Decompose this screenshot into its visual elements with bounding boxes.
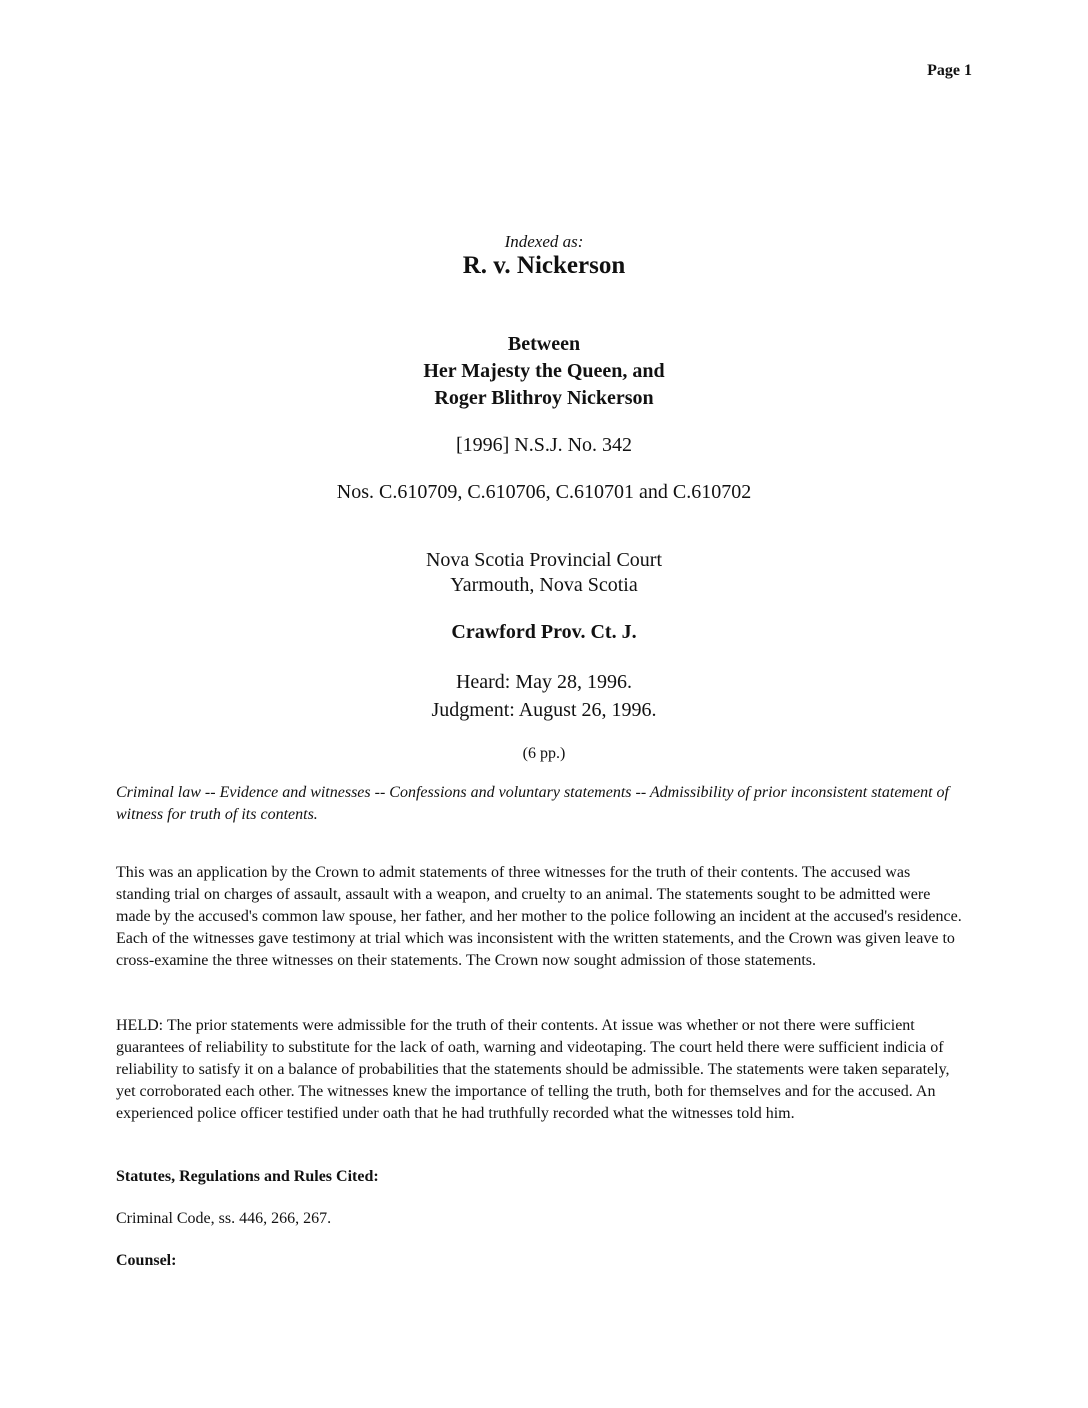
statutes-text: Criminal Code, ss. 446, 266, 267. <box>116 1210 332 1227</box>
summary-paragraph: This was an application by the Crown to admit statements of three witnesses for the truth of their contents. The accused was standing trial on charges of assault, assault with a weapon, and cruelty to an animal. The statements sought to be admitted were made by the accused's common law spouse, her father, and her mother to the police following an incident at the accused's residence. Each of the witnesses gave testimony at trial which was inconsistent with the written statements, and the Crown was given leave to cross-examine the three witnesses on their statements. The Crown now sought admission of those statements. <box>116 864 962 969</box>
dates-block <box>0 668 1088 724</box>
indexed-as-label: Indexed as: <box>504 232 584 251</box>
heard-date: Heard: May 28, 1996. <box>455 671 633 693</box>
case-citation: [1996] N.S.J. No. 342 <box>455 434 633 456</box>
file-numbers: Nos. C.610709, C.610706, C.610701 and C.610702 <box>336 481 752 503</box>
catchwords-paragraph: Criminal law -- Evidence and witnesses -- Confessions and voluntary statements -- Admissibility of prior inconsistent statement of witness for truth of its contents. <box>116 784 949 823</box>
parties-block <box>0 331 1088 412</box>
judge-name: Crawford Prov. Ct. J. <box>451 621 637 643</box>
judgment-date: Judgment: August 26, 1996. <box>431 699 657 721</box>
court-name: Nova Scotia Provincial Court <box>425 549 663 571</box>
case-title: R. v. Nickerson <box>462 252 626 279</box>
statutes-heading: Statutes, Regulations and Rules Cited: <box>116 1168 379 1185</box>
counsel-heading: Counsel: <box>116 1252 177 1269</box>
court-block <box>0 548 1088 598</box>
page-number: Page 1 <box>927 62 972 79</box>
party-crown: Her Majesty the Queen, and <box>423 360 665 382</box>
court-location: Yarmouth, Nova Scotia <box>450 574 638 596</box>
between-label: Between <box>507 333 581 355</box>
party-accused: Roger Blithroy Nickerson <box>434 387 654 409</box>
page-count: (6 pp.) <box>522 745 566 762</box>
held-paragraph: HELD: The prior statements were admissible for the truth of their contents. At issue was whether or not there were sufficient guarantees of reliability to substitute for the lack of oath, warning and videotaping. The court held there were sufficient indicia of reliability to satisfy it on a balance of probabilities that the statements should be admissible. The statements were taken separately, yet corroborated each other. The witnesses knew the importance of telling the truth, both for themselves and for the accused. An experienced police officer testified under oath that he had truthfully recorded what the witnesses told him. <box>116 1017 950 1122</box>
